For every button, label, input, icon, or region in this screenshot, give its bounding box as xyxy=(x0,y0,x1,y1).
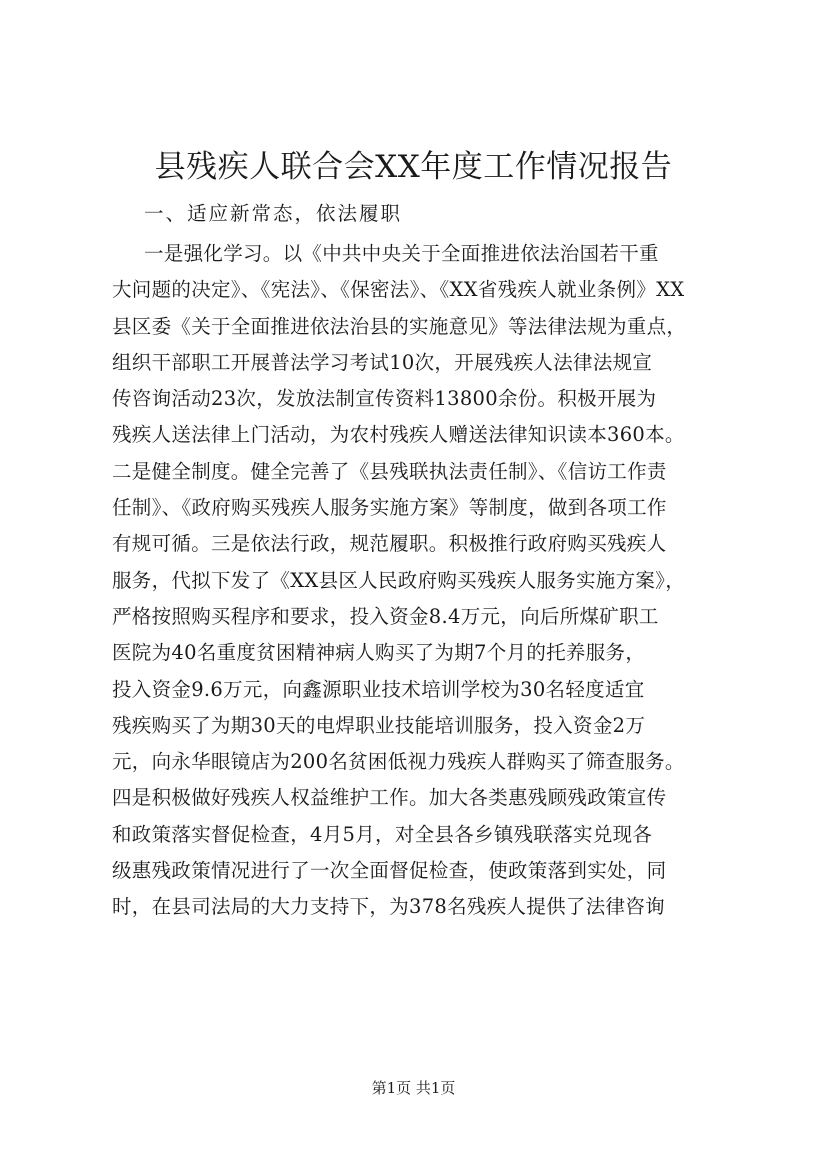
page-number-footer: 第1页 共1页 xyxy=(371,1079,456,1097)
section-heading: 一、适应新常态，依法履职 xyxy=(144,202,403,225)
body-line: 级惠残政策情况进行了一次全面督促检查，使政策落到实处，同 xyxy=(112,859,667,883)
body-line: 服务，代拟下发了《XX县区人民政府购买残疾人服务实施方案》， xyxy=(112,568,686,592)
body-line: 四是积极做好残疾人权益维护工作。加大各类惠残顾残政策宣传 xyxy=(112,786,667,810)
body-line: 医院为40名重度贫困精神病人购买了为期7个月的托养服务， xyxy=(112,641,646,665)
body-line: 一是强化学习。以《中共中央关于全面推进依法治国若干重 xyxy=(144,242,659,265)
document-title: 县残疾人联合会XX年度工作情况报告 xyxy=(154,149,673,185)
body-line: 二是健全制度。健全完善了《县残联执法责任制》、《信访工作责 xyxy=(112,459,667,483)
body-line: 大问题的决定》、《宪法》、《保密法》、《XX省残疾人就业条例》XX xyxy=(112,278,685,302)
body-line: 组织干部职工开展普法学习考试10次，开展残疾人法律法规宣 xyxy=(112,350,653,374)
body-line: 传咨询活动23次，发放法制宣传资料13800余份。积极开展为 xyxy=(112,387,657,411)
body-text xyxy=(112,236,752,926)
body-line: 残疾人送法律上门活动，为农村残疾人赠送法律知识读本360本。 xyxy=(112,423,685,447)
body-line: 严格按照购买程序和要求，投入资金8.4万元，向后所煤矿职工 xyxy=(112,604,659,628)
body-line: 时，在县司法局的大力支持下，为378名残疾人提供了法律咨询 xyxy=(112,895,665,919)
body-line: 残疾购买了为期30天的电焊职业技能培训服务，投入资金2万 xyxy=(112,713,646,737)
body-line: 任制》、《政府购买残疾人服务实施方案》等制度，做到各项工作 xyxy=(112,496,667,520)
body-line: 县区委《关于全面推进依法治县的实施意见》等法律法规为重点， xyxy=(112,314,687,338)
body-line: 和政策落实督促检查，4月5月，对全县各乡镇残联落实兑现各 xyxy=(112,822,653,846)
body-line: 有规可循。三是依法行政，规范履职。积极推行政府购买残疾人 xyxy=(112,532,667,556)
body-line: 元，向永华眼镜店为200名贫困低视力残疾人群购买了筛查服务。 xyxy=(112,750,685,774)
body-line: 投入资金9.6万元，向鑫源职业技术培训学校为30名轻度适宜 xyxy=(112,677,645,701)
